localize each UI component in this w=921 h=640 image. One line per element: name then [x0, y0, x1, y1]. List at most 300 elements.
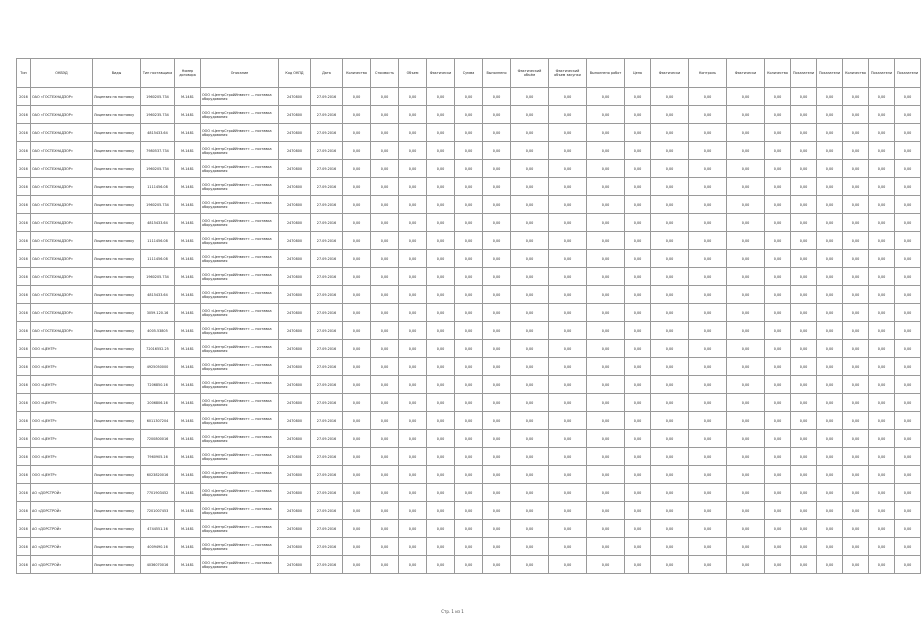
table-cell: 0,00: [727, 268, 765, 286]
table-cell: 0,00: [727, 88, 765, 106]
table-cell: 0,00: [399, 88, 427, 106]
table-cell: 0,00: [511, 106, 549, 124]
table-cell: 0,00: [343, 304, 371, 322]
table-cell: 27.09.2016: [311, 196, 343, 214]
table-cell: 0,00: [511, 502, 549, 520]
table-cell: 0,00: [895, 376, 921, 394]
table-cell: 0,00: [587, 268, 625, 286]
table-cell: 2016: [17, 394, 31, 412]
table-cell: 2470800: [279, 124, 311, 142]
column-header: Стоимость: [371, 59, 399, 88]
table-cell: 7206850.16: [141, 376, 175, 394]
table-cell: 2470800: [279, 358, 311, 376]
table-cell: 0,00: [843, 322, 869, 340]
table-cell: 27.09.2016: [311, 142, 343, 160]
table-cell: 0,00: [455, 124, 483, 142]
table-cell: 0,00: [651, 520, 689, 538]
table-cell: 2016: [17, 358, 31, 376]
table-cell: ООО «ЦЕНТР»: [31, 340, 93, 358]
table-cell: 2470800: [279, 466, 311, 484]
table-cell: ООО «ЦентрСтройИнвест» — поставка оборудования: [201, 412, 279, 430]
table-cell: 2470800: [279, 484, 311, 502]
table-cell: 4744551.16: [141, 520, 175, 538]
table-cell: 27.09.2016: [311, 88, 343, 106]
table-cell: 0,00: [651, 484, 689, 502]
table-cell: 0,00: [727, 430, 765, 448]
table-cell: 0,00: [843, 178, 869, 196]
table-cell: 0,00: [689, 286, 727, 304]
table-body: [17, 88, 921, 574]
table-cell: ООО «ЦентрСтройИнвест» — поставка оборудования: [201, 124, 279, 142]
table-row: [17, 376, 921, 394]
table-cell: 0,00: [727, 340, 765, 358]
table-cell: 0,00: [625, 322, 651, 340]
table-cell: 2470800: [279, 250, 311, 268]
table-row: [17, 340, 921, 358]
table-cell: 0,00: [511, 88, 549, 106]
table-cell: 0,00: [765, 268, 791, 286]
table-cell: 2016: [17, 484, 31, 502]
table-cell: ООО «ЦентрСтройИнвест» — поставка оборудования: [201, 88, 279, 106]
table-cell: 2470800: [279, 196, 311, 214]
table-cell: ООО «ЦентрСтройИнвест» — поставка оборудования: [201, 160, 279, 178]
table-cell: 0,00: [587, 250, 625, 268]
table-cell: 2470800: [279, 178, 311, 196]
table-row: [17, 358, 921, 376]
table-cell: 0,00: [791, 466, 817, 484]
table-cell: ОАО «ГОСТЕХНАДЗОР»: [31, 304, 93, 322]
table-cell: 0,00: [549, 124, 587, 142]
table-cell: Лицензия на поставку: [93, 124, 141, 142]
table-cell: 0,00: [427, 448, 455, 466]
table-cell: 7701903452: [141, 484, 175, 502]
table-cell: 0,00: [791, 196, 817, 214]
table-cell: 2470800: [279, 412, 311, 430]
table-cell: 0,00: [765, 484, 791, 502]
table-cell: М-1481: [175, 160, 201, 178]
table-cell: 0,00: [625, 286, 651, 304]
table-cell: 0,00: [817, 286, 843, 304]
table-cell: 0,00: [343, 538, 371, 556]
table-cell: 0,00: [817, 394, 843, 412]
table-cell: Лицензия на поставку: [93, 214, 141, 232]
table-cell: 27.09.2016: [311, 178, 343, 196]
table-cell: 27.09.2016: [311, 466, 343, 484]
table-cell: 4009490.16: [141, 538, 175, 556]
table-cell: 0,00: [587, 304, 625, 322]
column-header: Цена: [625, 59, 651, 88]
table-cell: 0,00: [817, 106, 843, 124]
table-cell: 0,00: [651, 160, 689, 178]
table-cell: 0,00: [549, 160, 587, 178]
table-cell: 0,00: [817, 376, 843, 394]
table-cell: Лицензия на поставку: [93, 466, 141, 484]
table-cell: 0,00: [791, 232, 817, 250]
table-cell: 0,00: [511, 448, 549, 466]
column-header: Количество: [843, 59, 869, 88]
table-row: [17, 430, 921, 448]
table-cell: 0,00: [455, 538, 483, 556]
table-cell: 0,00: [869, 268, 895, 286]
table-cell: 0,00: [371, 106, 399, 124]
table-cell: 0,00: [511, 214, 549, 232]
table-cell: 0,00: [455, 520, 483, 538]
table-cell: 0,00: [625, 502, 651, 520]
table-cell: 0,00: [343, 268, 371, 286]
table-cell: 0,00: [625, 430, 651, 448]
table-cell: 0,00: [511, 520, 549, 538]
table-cell: 27.09.2016: [311, 448, 343, 466]
table-cell: 0,00: [483, 322, 511, 340]
table-cell: 2016: [17, 124, 31, 142]
table-cell: 0,00: [869, 502, 895, 520]
table-cell: 0,00: [727, 484, 765, 502]
table-cell: ООО «ЦентрСтройИнвест» — поставка оборудования: [201, 268, 279, 286]
table-cell: 0,00: [587, 286, 625, 304]
table-cell: 0,00: [483, 142, 511, 160]
table-cell: 0,00: [483, 304, 511, 322]
table-cell: 0,00: [549, 358, 587, 376]
table-cell: 0,00: [817, 412, 843, 430]
table-cell: 0,00: [651, 88, 689, 106]
column-header: Контроль: [689, 59, 727, 88]
table-cell: 0,00: [427, 178, 455, 196]
table-cell: ООО «ЦентрСтройИнвест» — поставка оборудования: [201, 430, 279, 448]
table-cell: 0,00: [343, 358, 371, 376]
table-cell: ООО «ЦентрСтройИнвест» — поставка оборудования: [201, 232, 279, 250]
table-cell: 0,00: [549, 466, 587, 484]
table-cell: М-1481: [175, 448, 201, 466]
table-cell: 0,00: [549, 340, 587, 358]
table-cell: 2016: [17, 268, 31, 286]
table-cell: 0,00: [895, 538, 921, 556]
table-cell: 0,00: [399, 502, 427, 520]
table-row: [17, 196, 921, 214]
table-row: [17, 178, 921, 196]
column-header: Показатели: [869, 59, 895, 88]
table-cell: 0,00: [843, 214, 869, 232]
table-cell: 0,00: [343, 412, 371, 430]
column-header: ОКВЭД: [31, 59, 93, 88]
table-cell: Лицензия на поставку: [93, 340, 141, 358]
table-cell: 0,00: [427, 340, 455, 358]
table-cell: ООО «ЦЕНТР»: [31, 412, 93, 430]
table-cell: 0,00: [651, 250, 689, 268]
table-row: [17, 556, 921, 574]
table-cell: 0,00: [869, 340, 895, 358]
table-cell: 0,00: [791, 484, 817, 502]
table-cell: 0,00: [371, 142, 399, 160]
table-cell: 0,00: [895, 322, 921, 340]
table-cell: 0,00: [791, 304, 817, 322]
table-cell: 0,00: [343, 502, 371, 520]
table-cell: 0,00: [427, 358, 455, 376]
table-cell: 0,00: [343, 394, 371, 412]
table-cell: 2470800: [279, 214, 311, 232]
column-header: Количество: [343, 59, 371, 88]
table-cell: 0,00: [511, 142, 549, 160]
table-cell: Лицензия на поставку: [93, 430, 141, 448]
table-cell: 0,00: [727, 358, 765, 376]
table-cell: 0,00: [427, 286, 455, 304]
table-cell: 0,00: [791, 322, 817, 340]
table-cell: 0,00: [483, 412, 511, 430]
table-cell: 0,00: [371, 520, 399, 538]
table-cell: 0,00: [765, 196, 791, 214]
table-cell: 0,00: [549, 412, 587, 430]
table-cell: 0,00: [455, 556, 483, 574]
table-cell: ООО «ЦентрСтройИнвест» — поставка оборудования: [201, 484, 279, 502]
table-cell: 1960205.734: [141, 196, 175, 214]
table-cell: 2016: [17, 304, 31, 322]
table-cell: 0,00: [895, 160, 921, 178]
table-cell: ОАО «ГОСТЕХНАДЗОР»: [31, 160, 93, 178]
table-cell: М-1481: [175, 394, 201, 412]
table-cell: ОАО «ГОСТЕХНАДЗОР»: [31, 142, 93, 160]
table-cell: 0,00: [791, 430, 817, 448]
table-cell: Лицензия на поставку: [93, 538, 141, 556]
table-cell: Лицензия на поставку: [93, 286, 141, 304]
table-cell: 0,00: [587, 196, 625, 214]
table-cell: 0,00: [689, 520, 727, 538]
table-cell: 0,00: [371, 412, 399, 430]
table-cell: 0,00: [549, 502, 587, 520]
table-cell: 0,00: [869, 322, 895, 340]
table-cell: 0,00: [427, 484, 455, 502]
table-cell: 0,00: [727, 322, 765, 340]
table-cell: 0,00: [549, 106, 587, 124]
table-cell: ООО «ЦентрСтройИнвест» — поставка оборудования: [201, 376, 279, 394]
table-cell: 0,00: [817, 268, 843, 286]
table-cell: 0,00: [895, 142, 921, 160]
table-cell: М-1481: [175, 556, 201, 574]
table-cell: 0,00: [727, 538, 765, 556]
table-cell: 0,00: [817, 466, 843, 484]
table-cell: 0,00: [765, 106, 791, 124]
table-cell: 0,00: [511, 268, 549, 286]
table-cell: 0,00: [651, 412, 689, 430]
table-cell: 0,00: [689, 322, 727, 340]
table-cell: 0,00: [399, 322, 427, 340]
table-cell: 0,00: [427, 520, 455, 538]
table-cell: 0,00: [427, 502, 455, 520]
table-cell: 0,00: [625, 178, 651, 196]
table-cell: М-1481: [175, 520, 201, 538]
table-cell: 2470800: [279, 556, 311, 574]
table-cell: 0,00: [895, 304, 921, 322]
table-cell: 0,00: [427, 214, 455, 232]
table-cell: 0,00: [817, 358, 843, 376]
table-cell: ОАО «ГОСТЕХНАДЗОР»: [31, 268, 93, 286]
table-cell: 0,00: [511, 232, 549, 250]
table-cell: ООО «ЦентрСтройИнвест» — поставка оборудования: [201, 466, 279, 484]
table-cell: 0,00: [895, 430, 921, 448]
table-cell: Лицензия на поставку: [93, 322, 141, 340]
table-cell: 0,00: [511, 556, 549, 574]
table-cell: 1111456.08: [141, 250, 175, 268]
table-cell: М-1481: [175, 88, 201, 106]
table-row: [17, 466, 921, 484]
table-cell: 0,00: [511, 250, 549, 268]
table-cell: 0,00: [455, 376, 483, 394]
table-cell: 4925050000: [141, 358, 175, 376]
table-cell: 0,00: [869, 394, 895, 412]
table-cell: ООО «ЦЕНТР»: [31, 376, 93, 394]
table-cell: 0,00: [765, 340, 791, 358]
table-cell: 27.09.2016: [311, 250, 343, 268]
table-cell: 0,00: [399, 142, 427, 160]
table-cell: 0,00: [343, 178, 371, 196]
table-cell: 0,00: [727, 466, 765, 484]
table-cell: М-1481: [175, 484, 201, 502]
table-cell: 0,00: [765, 160, 791, 178]
table-cell: 0,00: [895, 232, 921, 250]
table-cell: ООО «ЦентрСтройИнвест» — поставка оборудования: [201, 358, 279, 376]
table-cell: 0,00: [895, 484, 921, 502]
table-cell: 0,00: [651, 466, 689, 484]
table-cell: 2016: [17, 178, 31, 196]
table-cell: 0,00: [651, 196, 689, 214]
table-cell: 0,00: [343, 466, 371, 484]
table-cell: 0,00: [399, 412, 427, 430]
table-cell: Лицензия на поставку: [93, 160, 141, 178]
column-header: Объем: [399, 59, 427, 88]
table-cell: 0,00: [843, 88, 869, 106]
table-cell: М-1481: [175, 538, 201, 556]
table-cell: 0,00: [587, 448, 625, 466]
table-cell: 0,00: [427, 160, 455, 178]
table-cell: 0,00: [625, 106, 651, 124]
table-cell: 2016: [17, 376, 31, 394]
table-cell: ОАО «ГОСТЕХНАДЗОР»: [31, 322, 93, 340]
table-cell: ООО «ЦентрСтройИнвест» — поставка оборудования: [201, 538, 279, 556]
table-cell: 0,00: [843, 430, 869, 448]
table-cell: АО «ДОРСТРОЙ»: [31, 520, 93, 538]
table-cell: 0,00: [689, 502, 727, 520]
table-cell: 0,00: [625, 394, 651, 412]
table-cell: 0,00: [455, 394, 483, 412]
table-cell: 3059.120.16: [141, 304, 175, 322]
table-cell: 0,00: [869, 88, 895, 106]
table-cell: 0,00: [817, 484, 843, 502]
table-cell: 0,00: [651, 232, 689, 250]
table-cell: 2016: [17, 430, 31, 448]
table-cell: 0,00: [371, 484, 399, 502]
table-cell: 0,00: [483, 376, 511, 394]
table-cell: 0,00: [549, 484, 587, 502]
table-cell: Лицензия на поставку: [93, 520, 141, 538]
table-cell: 0,00: [343, 448, 371, 466]
table-cell: 0,00: [511, 538, 549, 556]
table-cell: 0,00: [587, 394, 625, 412]
table-cell: 0,00: [483, 250, 511, 268]
table-cell: 0,00: [371, 448, 399, 466]
table-cell: 0,00: [869, 430, 895, 448]
table-cell: 0,00: [895, 250, 921, 268]
table-cell: 0,00: [869, 142, 895, 160]
table-cell: 0,00: [843, 358, 869, 376]
table-cell: 0,00: [895, 268, 921, 286]
table-cell: 0,00: [727, 376, 765, 394]
table-cell: АО «ДОРСТРОЙ»: [31, 556, 93, 574]
table-cell: 2016: [17, 286, 31, 304]
column-header: Фактический объем закупки: [549, 59, 587, 88]
table-cell: 2470800: [279, 106, 311, 124]
table-cell: 0,00: [549, 430, 587, 448]
table-cell: 0,00: [371, 268, 399, 286]
table-cell: 27.09.2016: [311, 520, 343, 538]
table-cell: 1960205.734: [141, 268, 175, 286]
table-cell: 0,00: [511, 466, 549, 484]
table-cell: 0,00: [483, 538, 511, 556]
table-cell: ООО «ЦентрСтройИнвест» — поставка оборудования: [201, 196, 279, 214]
table-row: [17, 484, 921, 502]
table-cell: 0,00: [651, 502, 689, 520]
table-cell: 0,00: [343, 124, 371, 142]
table-cell: 0,00: [817, 232, 843, 250]
table-cell: 0,00: [689, 268, 727, 286]
table-cell: 7980537.734: [141, 142, 175, 160]
column-header: Фактический объём: [511, 59, 549, 88]
table-row: [17, 268, 921, 286]
table-cell: 0,00: [689, 214, 727, 232]
table-cell: 0,00: [455, 178, 483, 196]
table-cell: 0,00: [549, 376, 587, 394]
table-cell: М-1481: [175, 178, 201, 196]
table-row: [17, 214, 921, 232]
table-cell: 0,00: [869, 196, 895, 214]
table-cell: 27.09.2016: [311, 106, 343, 124]
table-cell: 0,00: [817, 322, 843, 340]
table-cell: 0,00: [843, 502, 869, 520]
table-cell: 0,00: [869, 466, 895, 484]
table-cell: 2016: [17, 88, 31, 106]
table-cell: 27.09.2016: [311, 394, 343, 412]
column-header: Тип поставщика: [141, 59, 175, 88]
table-cell: 0,00: [869, 376, 895, 394]
table-cell: ООО «ЦентрСтройИнвест» — поставка оборудования: [201, 214, 279, 232]
table-cell: 0,00: [765, 394, 791, 412]
table-cell: 0,00: [765, 88, 791, 106]
column-header: Фактически: [651, 59, 689, 88]
table-cell: 0,00: [587, 322, 625, 340]
table-cell: 0,00: [483, 286, 511, 304]
table-cell: 0,00: [689, 160, 727, 178]
table-cell: 0,00: [399, 160, 427, 178]
table-cell: 0,00: [727, 232, 765, 250]
table-cell: 2470800: [279, 304, 311, 322]
table-cell: 0,00: [727, 304, 765, 322]
table-cell: 27.09.2016: [311, 538, 343, 556]
table-cell: 0,00: [399, 538, 427, 556]
table-cell: 0,00: [343, 376, 371, 394]
table-cell: 0,00: [765, 178, 791, 196]
table-cell: М-1481: [175, 322, 201, 340]
table-cell: М-1481: [175, 466, 201, 484]
table-cell: 0,00: [343, 430, 371, 448]
table-cell: 0,00: [399, 376, 427, 394]
table-cell: 0,00: [727, 502, 765, 520]
table-cell: 0,00: [765, 412, 791, 430]
table-cell: 0,00: [791, 394, 817, 412]
table-cell: 0,00: [869, 286, 895, 304]
table-cell: 0,00: [371, 232, 399, 250]
table-cell: 0,00: [727, 214, 765, 232]
table-cell: 27.09.2016: [311, 358, 343, 376]
column-header: Дата: [311, 59, 343, 88]
table-cell: 0,00: [895, 88, 921, 106]
table-cell: 0,00: [765, 322, 791, 340]
